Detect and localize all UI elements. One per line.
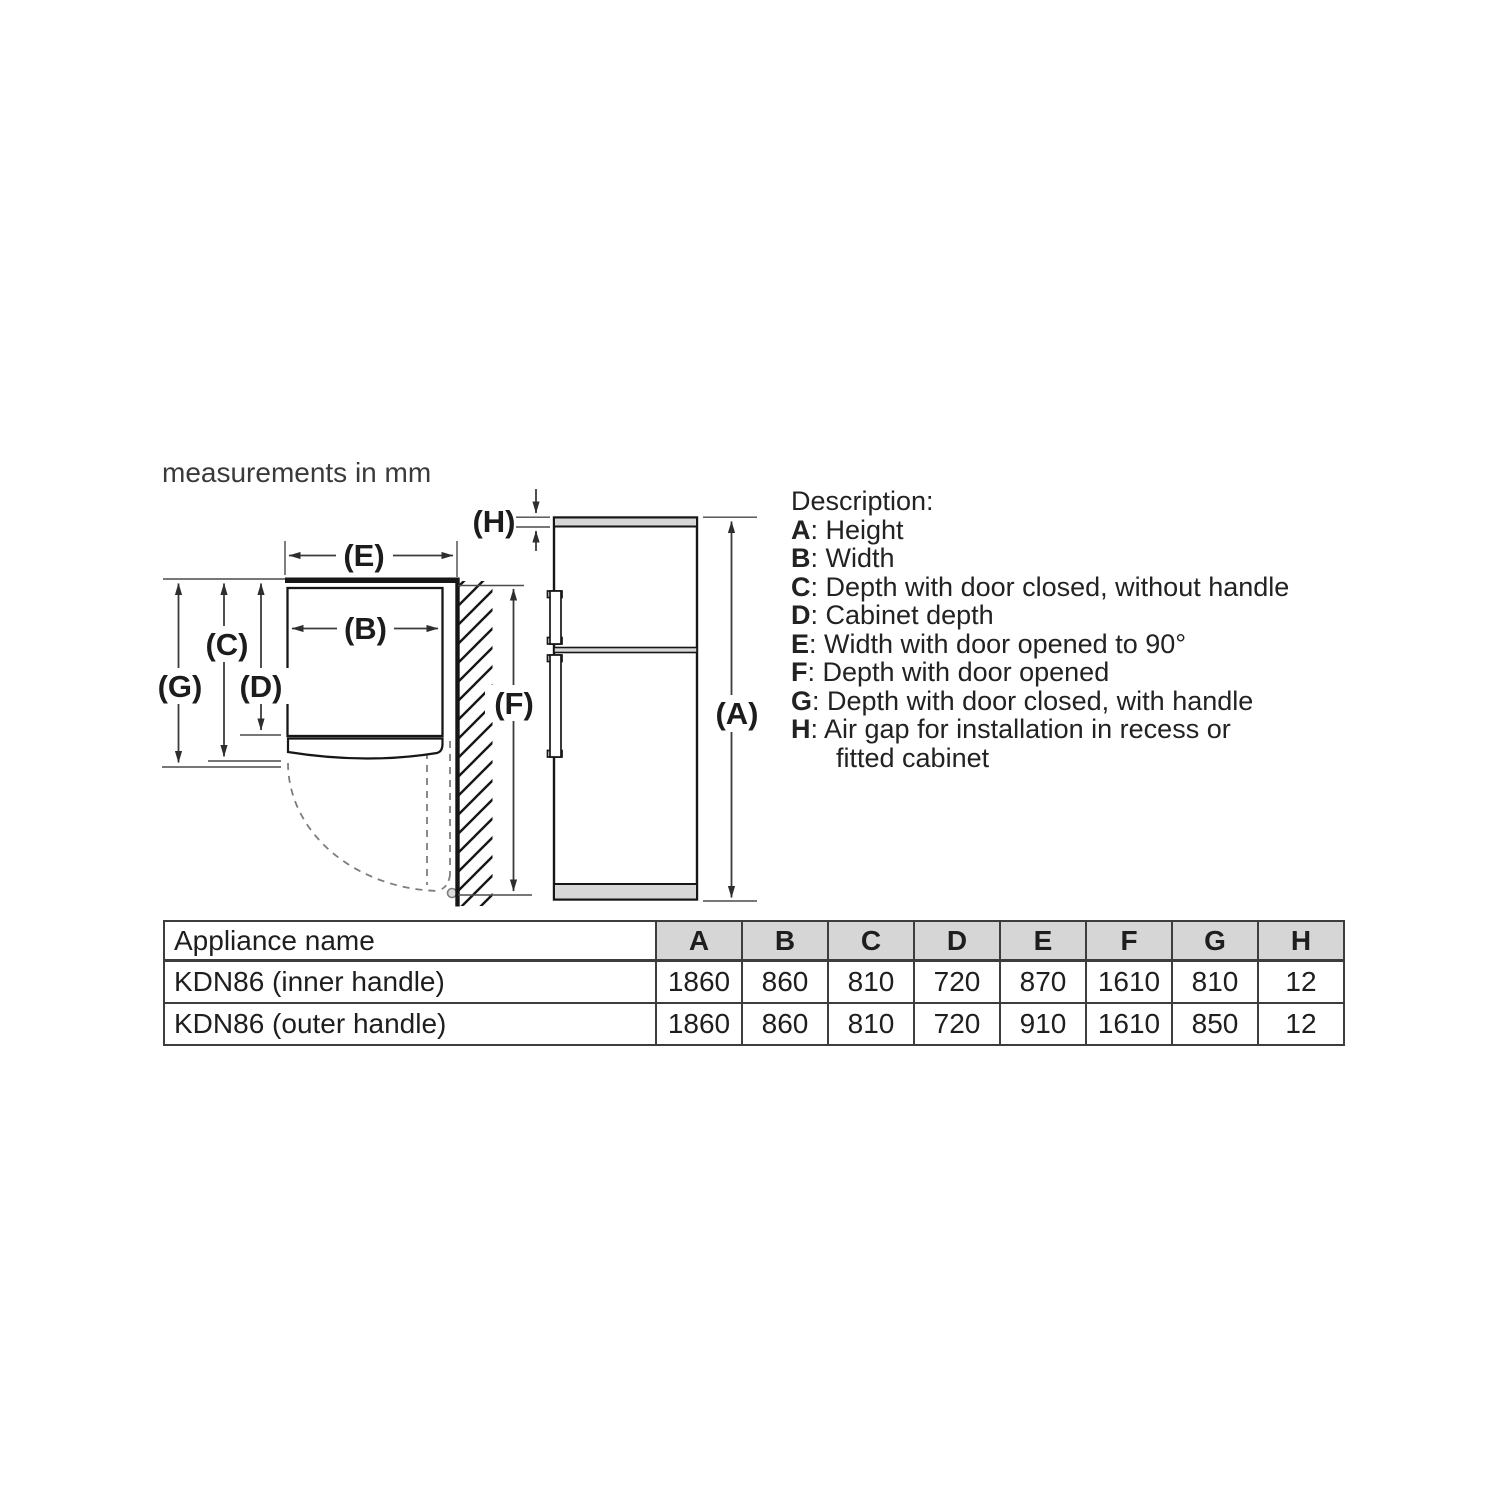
legend-item-D: D: Cabinet depth [791,600,994,630]
legend-item-G: G: Depth with door closed, with handle [791,685,1254,716]
label-H: (H) [472,504,516,539]
upper-door-handle [548,591,563,644]
col-header-B: B [742,921,828,961]
dimensions-table [163,920,1345,1046]
door-handle-knob [448,889,457,898]
col-header-D: D [914,921,1000,961]
legend-item-F: F: Depth with door opened [791,657,1110,687]
table-header-row [164,921,1344,961]
wall-hatching [460,581,493,906]
closed-door [288,739,443,759]
units-note: measurements in mm [162,457,432,488]
row-name: KDN86 (inner handle) [164,961,656,1004]
label-G: (G) [157,669,203,704]
legend-item-H: H: Air gap for installation in recess or [791,714,1231,744]
open-door-dashed [427,739,457,898]
dim-A [703,517,768,901]
legend-item-B: B: Width [791,543,895,573]
legend-item-H-continued: fitted cabinet [836,742,990,773]
table-cell: 1610 [1086,961,1172,1004]
air-gap-band [554,518,697,527]
table-row [164,961,1344,1004]
table-cell: 720 [914,1003,1000,1045]
wall [455,578,459,907]
compartment-divider [554,648,697,653]
door-swing-arc [288,763,441,891]
label-E: (E) [343,538,385,573]
legend-item-A: A: Height [791,514,904,545]
table-cell: 1610 [1086,1003,1172,1045]
col-header-A: A [656,921,742,961]
fridge-body [554,518,697,900]
dim-G [151,584,209,763]
dim-H [472,489,550,551]
table-cell: 850 [1172,1003,1258,1045]
top-view [151,537,543,907]
row-name: KDN86 (outer handle) [164,1003,656,1045]
col-header-appliance-name: Appliance name [164,921,656,961]
table-cell: 12 [1258,961,1344,1004]
label-F: (F) [494,686,534,721]
table-cell: 860 [742,1003,828,1045]
table-cell: 860 [742,961,828,1004]
dim-E [285,537,457,577]
col-header-F: F [1086,921,1172,961]
legend-title: Description: [791,486,934,516]
table-cell: 12 [1258,1003,1344,1045]
col-header-C: C [828,921,914,961]
table-row [164,1003,1344,1045]
label-D: (D) [239,669,283,704]
table-cell: 810 [828,1003,914,1045]
table-cell: 1860 [656,961,742,1004]
table-cell: 810 [1172,961,1258,1004]
legend-item-E: E: Width with door opened to 90° [791,628,1187,659]
table-cell: 810 [828,961,914,1004]
table-cell: 910 [1000,1003,1086,1045]
legend-item-C: C: Depth with door closed, without handle [791,571,1290,602]
plinth-band [554,884,697,900]
label-A: (A) [715,696,759,731]
label-B: (B) [343,611,388,646]
col-header-G: G [1172,921,1258,961]
col-header-E: E [1000,921,1086,961]
table-cell: 720 [914,961,1000,1004]
table-cell: 870 [1000,961,1086,1004]
col-header-H: H [1258,921,1344,961]
opened-door-top-edge [285,578,457,584]
label-C: (C) [205,627,249,662]
legend [791,487,1391,772]
table-cell: 1860 [656,1003,742,1045]
lower-door-handle [548,655,563,757]
